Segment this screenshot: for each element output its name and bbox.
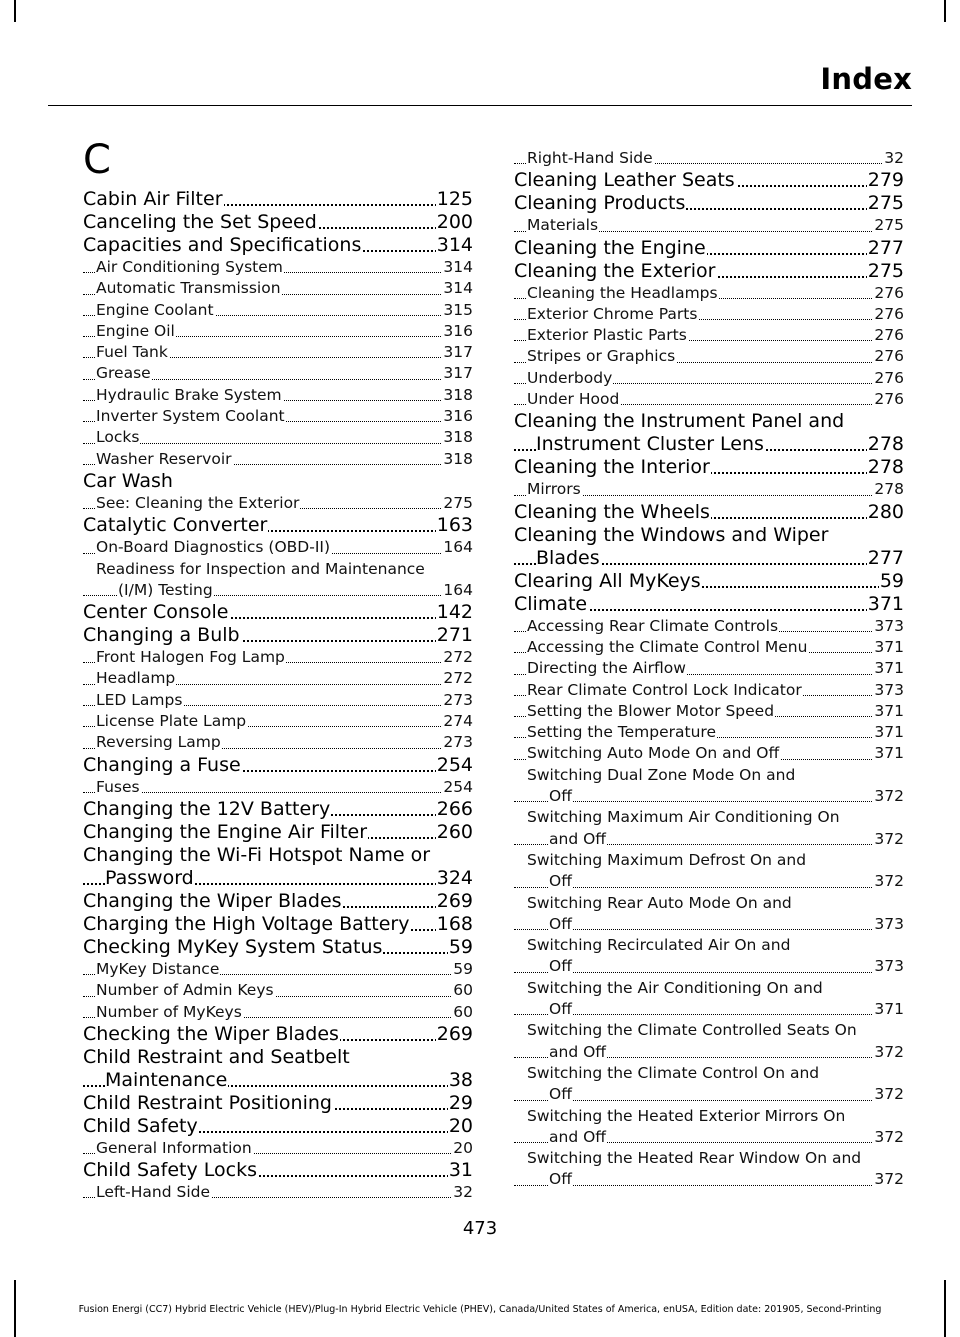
entry-text: Under Hood	[527, 390, 620, 409]
entry-page-number: 318	[442, 427, 473, 448]
entry-page-number: 59	[879, 569, 904, 592]
index-entry[interactable]	[83, 1023, 473, 1046]
entry-text: Switching the Climate Control On and	[527, 1063, 820, 1082]
entry-page-number: 269	[436, 889, 473, 912]
entry-text: Washer Reservoir	[96, 449, 232, 468]
index-subentry[interactable]	[83, 449, 473, 470]
section-letter: C	[83, 137, 111, 183]
index-subentry[interactable]	[514, 215, 904, 236]
header-divider	[48, 105, 912, 106]
entry-page-number: 314	[442, 278, 473, 299]
entry-text: Capacities and Specifications	[83, 234, 362, 256]
index-entry[interactable]	[83, 234, 473, 257]
entry-page-number: 275	[867, 259, 904, 282]
entry-text: Switching the Air Conditioning On and	[527, 978, 823, 997]
entry-text: Off	[549, 872, 572, 891]
entry-page-number: 372	[873, 829, 904, 850]
index-subentry[interactable]	[83, 537, 473, 558]
entry-text: Setting the Temperature	[527, 723, 716, 742]
entry-page-number: 280	[867, 500, 904, 523]
entry-text: Air Conditioning System	[96, 258, 283, 276]
entry-page-number: 315	[442, 300, 473, 321]
index-entry[interactable]	[83, 798, 473, 821]
index-subentry[interactable]	[83, 959, 473, 980]
entry-page-number: 276	[873, 304, 904, 325]
index-entry[interactable]	[83, 1159, 473, 1182]
entry-text: Catalytic Converter	[83, 514, 268, 537]
footer-text: Fusion Energi (CC7) Hybrid Electric Vehicle (HEV)/Plug-In Hybrid Electric Vehicle (PHEV), Canada/United States of America, enUSA, Edition date: 201905, Second-Printing	[78, 1304, 882, 1315]
entry-text: Stripes or Graphics	[527, 347, 676, 366]
entry-page-number: 276	[873, 389, 904, 410]
entry-text: Automatic Transmission	[96, 279, 281, 298]
entry-text: Switching the Climate Controlled Seats On	[527, 1021, 857, 1040]
entry-text: Switching the Heated Exterior Mirrors On	[527, 1106, 846, 1125]
index-subentry[interactable]	[514, 325, 904, 346]
index-subentry[interactable]	[514, 304, 904, 325]
entry-text: Off	[549, 1000, 572, 1019]
index-subentry[interactable]	[514, 368, 904, 389]
index-subentry[interactable]	[83, 1182, 473, 1203]
entry-text: Off	[549, 1170, 572, 1189]
entry-text: Exterior Plastic Parts	[527, 326, 687, 345]
index-subentry[interactable]	[514, 765, 904, 786]
index-subentry[interactable]	[514, 1042, 904, 1063]
entry-page-number: 31	[448, 1159, 473, 1182]
index-subentry[interactable]	[83, 777, 473, 798]
index-subentry[interactable]	[514, 701, 904, 722]
index-subentry[interactable]	[83, 321, 473, 342]
entry-text: Readiness for Inspection and Maintenance	[96, 559, 425, 578]
entry-page-number: 371	[873, 722, 904, 743]
entry-page-number: 372	[873, 1169, 904, 1190]
crop-mark-top-right	[944, 0, 946, 22]
index-subentry[interactable]	[514, 978, 904, 999]
entry-page-number: 277	[867, 546, 904, 569]
entry-page-number: 254	[436, 753, 473, 776]
entry-page-number: 271	[436, 624, 473, 647]
entry-text: Cabin Air Filter	[83, 188, 223, 210]
index-subentry[interactable]	[83, 427, 473, 448]
index-entry[interactable]	[514, 410, 904, 433]
entry-text: Clearing All MyKeys	[514, 569, 701, 592]
entry-text: Inverter System Coolant	[96, 407, 285, 426]
entry-text: Cleaning the Interior	[514, 456, 710, 479]
entry-page-number: 314	[442, 257, 473, 278]
entry-text: Child Safety Locks	[83, 1159, 258, 1182]
index-entry[interactable]	[83, 821, 473, 844]
index-entry[interactable]	[83, 1092, 473, 1115]
entry-page-number: 317	[442, 363, 473, 384]
entry-text: Switching Maximum Defrost On and	[527, 850, 807, 869]
entry-text: Headlamp	[96, 669, 176, 688]
index-subentry[interactable]	[514, 829, 904, 850]
entry-page-number: 276	[873, 346, 904, 367]
entry-page-number: 60	[452, 1002, 473, 1023]
entry-page-number: 260	[436, 820, 473, 843]
index-entry[interactable]	[514, 192, 904, 215]
entry-text: and Off	[549, 1127, 606, 1146]
index-subentry[interactable]	[514, 1169, 904, 1190]
entry-page-number: 29	[448, 1091, 473, 1114]
entry-page-number: 371	[873, 999, 904, 1020]
index-entry[interactable]	[83, 514, 473, 537]
entry-page-number: 371	[873, 743, 904, 764]
index-subentry[interactable]	[83, 1138, 473, 1159]
entry-text: Instrument Cluster Lens	[536, 433, 764, 456]
entry-text: Rear Climate Control Lock Indicator	[527, 680, 802, 699]
entry-text: Fuses	[96, 777, 140, 796]
entry-page-number: 20	[452, 1138, 473, 1159]
entry-text: Directing the Airflow	[527, 659, 686, 678]
entry-page-number: 316	[442, 321, 473, 342]
entry-text: General Information	[96, 1138, 252, 1157]
entry-text: Cleaning Products	[514, 192, 686, 215]
index-entry[interactable]	[83, 470, 473, 493]
index-entry[interactable]	[514, 260, 904, 283]
index-subentry[interactable]	[83, 300, 473, 321]
entry-page-number: 314	[436, 234, 473, 256]
entry-page-number: 164	[442, 580, 473, 601]
entry-page-number: 200	[436, 211, 473, 233]
entry-text: Number of Admin Keys	[96, 981, 274, 1000]
entry-page-number: 59	[448, 935, 473, 958]
entry-page-number: 273	[442, 732, 473, 753]
entry-page-number: 279	[867, 169, 904, 192]
index-subentry[interactable]	[514, 1148, 904, 1169]
entry-text: Switching Rear Auto Mode On and	[527, 893, 792, 912]
entry-text: Changing a Fuse	[83, 753, 241, 776]
entry-page-number: 372	[873, 1127, 904, 1148]
index-subentry[interactable]	[514, 1063, 904, 1084]
index-entry[interactable]	[83, 867, 473, 890]
entry-page-number: 318	[442, 449, 473, 470]
entry-text: LED Lamps	[96, 690, 183, 709]
index-subentry[interactable]	[83, 278, 473, 299]
entry-page-number: 278	[873, 479, 904, 500]
entry-page-number: 317	[442, 342, 473, 363]
entry-text: Switching Dual Zone Mode On and	[527, 765, 796, 784]
index-subentry[interactable]	[514, 807, 904, 828]
index-subentry[interactable]	[514, 1106, 904, 1127]
index-subentry[interactable]	[514, 283, 904, 304]
entry-text: Locks	[96, 428, 140, 447]
index-subentry[interactable]	[514, 914, 904, 935]
index-subentry[interactable]	[514, 1127, 904, 1148]
index-subentry[interactable]	[83, 580, 473, 601]
entry-text: Cleaning the Headlamps	[527, 283, 718, 302]
entry-text: Checking MyKey System Status	[83, 935, 383, 958]
index-entry[interactable]	[83, 844, 473, 867]
entry-page-number: 277	[867, 236, 904, 259]
index-subentry[interactable]	[514, 786, 904, 807]
entry-page-number: 373	[873, 616, 904, 637]
entry-text: Fuel Tank	[96, 343, 168, 362]
entry-page-number: 164	[442, 537, 473, 558]
index-entry[interactable]	[83, 913, 473, 936]
entry-text: Engine Oil	[96, 321, 175, 340]
entry-page-number: 276	[873, 368, 904, 389]
entry-page-number: 168	[436, 912, 473, 935]
entry-text: Off	[549, 914, 572, 933]
left-entry-list	[83, 188, 473, 1203]
entry-text: Underbody	[527, 368, 613, 387]
entry-text: Maintenance	[105, 1068, 228, 1091]
entry-text: Child Restraint and Seatbelt	[83, 1045, 350, 1068]
index-entry[interactable]	[83, 890, 473, 913]
index-subentry[interactable]	[83, 711, 473, 732]
entry-text: Right-Hand Side	[527, 149, 653, 167]
entry-page-number: 32	[883, 148, 904, 169]
entry-text: and Off	[549, 829, 606, 848]
entry-page-number: 20	[448, 1114, 473, 1137]
entry-text: Switching Auto Mode On and Off	[527, 744, 780, 763]
entry-page-number: 324	[436, 866, 473, 889]
entry-text: Off	[549, 957, 572, 976]
index-entry[interactable]	[514, 570, 904, 593]
entry-page-number: 276	[873, 325, 904, 346]
entry-page-number: 59	[452, 959, 473, 980]
entry-page-number: 275	[873, 215, 904, 236]
entry-page-number: 32	[452, 1182, 473, 1203]
index-subentry[interactable]	[514, 389, 904, 410]
entry-text: Cleaning the Engine	[514, 236, 706, 259]
index-subentry[interactable]	[83, 257, 473, 278]
index-entry[interactable]	[514, 524, 904, 547]
index-subentry[interactable]	[83, 690, 473, 711]
entry-page-number: 371	[867, 592, 904, 615]
index-column-right	[514, 148, 904, 1191]
entry-page-number: 273	[442, 690, 473, 711]
index-subentry[interactable]	[514, 616, 904, 637]
index-subentry[interactable]	[514, 743, 904, 764]
index-subentry[interactable]	[514, 637, 904, 658]
index-entry[interactable]	[83, 1046, 473, 1069]
index-subentry[interactable]	[83, 363, 473, 384]
entry-text: See: Cleaning the Exterior	[96, 493, 300, 512]
index-entry[interactable]	[83, 624, 473, 647]
index-subentry[interactable]	[514, 1084, 904, 1105]
entry-text: Left-Hand Side	[96, 1183, 211, 1202]
entry-text: Number of MyKeys	[96, 1002, 242, 1021]
entry-text: Canceling the Set Speed	[83, 211, 317, 233]
entry-text: License Plate Lamp	[96, 712, 247, 731]
entry-text: Charging the High Voltage Battery	[83, 912, 410, 935]
entry-text: Hydraulic Brake System	[96, 385, 282, 404]
entry-page-number: 373	[873, 956, 904, 977]
entry-page-number: 372	[873, 871, 904, 892]
entry-text: Changing the Wi-Fi Hotspot Name or	[83, 843, 431, 866]
entry-page-number: 318	[442, 385, 473, 406]
entry-text: Reversing Lamp	[96, 733, 221, 752]
entry-text: Cleaning the Wheels	[514, 500, 710, 523]
index-subentry[interactable]	[83, 668, 473, 689]
index-subentry[interactable]	[514, 935, 904, 956]
entry-page-number: 373	[873, 680, 904, 701]
index-subentry[interactable]	[83, 647, 473, 668]
entry-page-number: 274	[442, 711, 473, 732]
index-subentry[interactable]	[83, 980, 473, 1001]
entry-text: Climate	[514, 592, 588, 615]
entry-page-number: 371	[873, 637, 904, 658]
entry-page-number: 278	[867, 433, 904, 456]
entry-page-number: 278	[867, 456, 904, 479]
entry-text: Changing the Wiper Blades	[83, 889, 342, 912]
entry-text: Blades	[536, 546, 600, 569]
entry-page-number: 275	[867, 192, 904, 215]
entry-text: Cleaning the Exterior	[514, 259, 716, 282]
entry-page-number: 372	[873, 786, 904, 807]
entry-text: Off	[549, 1085, 572, 1104]
index-subentry[interactable]	[83, 342, 473, 363]
index-subentry[interactable]	[514, 871, 904, 892]
entry-page-number: 371	[873, 701, 904, 722]
entry-page-number: 272	[442, 647, 473, 668]
entry-text: Mirrors	[527, 480, 581, 499]
entry-page-number: 142	[436, 601, 473, 624]
entry-page-number: 373	[873, 914, 904, 935]
entry-page-number: 60	[452, 980, 473, 1001]
entry-text: MyKey Distance	[96, 959, 220, 978]
entry-text: Switching Recirculated Air On and	[527, 936, 791, 955]
entry-page-number: 125	[436, 188, 473, 210]
index-subentry[interactable]	[514, 346, 904, 367]
entry-text: Engine Coolant	[96, 300, 214, 319]
index-subentry[interactable]	[514, 722, 904, 743]
entry-page-number: 163	[436, 514, 473, 537]
index-subentry[interactable]	[514, 999, 904, 1020]
entry-page-number: 371	[873, 658, 904, 679]
index-entry[interactable]	[83, 1115, 473, 1138]
index-entry[interactable]	[83, 211, 473, 234]
entry-text: Changing the 12V Battery	[83, 797, 331, 820]
entry-text: (I/M) Testing	[118, 580, 213, 599]
index-entry[interactable]	[514, 169, 904, 192]
entry-page-number: 272	[442, 668, 473, 689]
entry-text: and Off	[549, 1042, 606, 1061]
index-subentry[interactable]	[514, 850, 904, 871]
entry-text: Changing the Engine Air Filter	[83, 820, 368, 843]
entry-text: Child Safety	[83, 1114, 198, 1137]
index-subentry[interactable]	[83, 493, 473, 514]
entry-text: Cleaning the Instrument Panel and	[514, 410, 845, 433]
page-title: Index	[820, 62, 912, 96]
entry-text: Accessing Rear Climate Controls	[527, 616, 779, 635]
entry-page-number: 38	[448, 1068, 473, 1091]
index-subentry[interactable]	[514, 680, 904, 701]
entry-text: Materials	[527, 216, 599, 235]
entry-text: Front Halogen Fog Lamp	[96, 648, 285, 667]
index-entry[interactable]	[83, 754, 473, 777]
entry-text: Switching Maximum Air Conditioning On	[527, 808, 840, 827]
entry-text: Center Console	[83, 601, 229, 624]
entry-text: Setting the Blower Motor Speed	[527, 701, 775, 720]
entry-text: Accessing the Climate Control Menu	[527, 637, 808, 656]
index-entry[interactable]	[514, 433, 904, 456]
index-subentry[interactable]	[514, 479, 904, 500]
entry-text: Off	[549, 787, 572, 806]
index-subentry[interactable]	[514, 1020, 904, 1041]
index-column-left	[83, 137, 473, 1203]
entry-page-number: 316	[442, 406, 473, 427]
entry-text: Password	[105, 866, 194, 889]
index-entry[interactable]	[514, 237, 904, 260]
crop-mark-top-left	[14, 0, 16, 22]
entry-text: Grease	[96, 364, 151, 383]
index-entry[interactable]	[83, 188, 473, 211]
index-subentry[interactable]	[83, 385, 473, 406]
entry-page-number: 276	[873, 283, 904, 304]
index-subentry[interactable]	[83, 732, 473, 753]
entry-text: Car Wash	[83, 469, 173, 492]
index-subentry[interactable]	[514, 893, 904, 914]
index-entry[interactable]	[514, 456, 904, 479]
index-entry[interactable]	[83, 601, 473, 624]
index-entry[interactable]	[83, 936, 473, 959]
entry-text: Cleaning the Windows and Wiper	[514, 523, 829, 546]
entry-text: Child Restraint Positioning	[83, 1091, 332, 1114]
entry-page-number: 266	[436, 797, 473, 820]
entry-page-number: 372	[873, 1084, 904, 1105]
index-subentry[interactable]	[514, 148, 904, 169]
entry-text: Checking the Wiper Blades	[83, 1022, 339, 1045]
entry-text: Switching the Heated Rear Window On and	[527, 1149, 862, 1168]
entry-text: Changing a Bulb	[83, 624, 240, 647]
index-entry[interactable]	[514, 501, 904, 524]
index-subentry[interactable]	[83, 559, 473, 580]
index-subentry[interactable]	[83, 1002, 473, 1023]
index-entry[interactable]	[514, 593, 904, 616]
index-subentry[interactable]	[83, 406, 473, 427]
right-entry-list	[514, 148, 904, 1191]
index-entry[interactable]	[514, 547, 904, 570]
entry-page-number: 269	[436, 1022, 473, 1045]
entry-page-number: 254	[442, 777, 473, 798]
index-subentry[interactable]	[514, 658, 904, 679]
entry-page-number: 275	[442, 493, 473, 514]
entry-page-number: 372	[873, 1042, 904, 1063]
entry-text: Exterior Chrome Parts	[527, 304, 698, 323]
index-subentry[interactable]	[514, 956, 904, 977]
page-number: 473	[462, 1218, 498, 1239]
entry-text: Cleaning Leather Seats	[514, 169, 735, 192]
index-entry[interactable]	[83, 1069, 473, 1092]
entry-text: On-Board Diagnostics (OBD-II)	[96, 538, 331, 557]
